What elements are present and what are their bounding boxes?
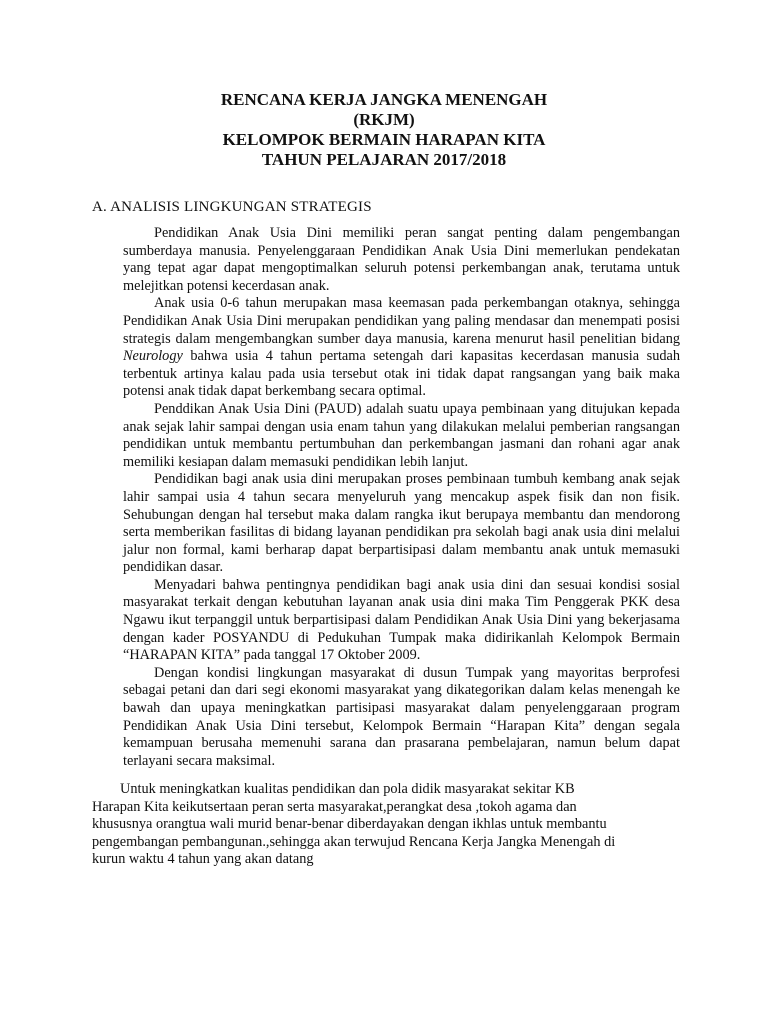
body-text <box>123 225 680 770</box>
paragraph: Penddikan Anak Usia Dini (PAUD) adalah suatu upaya pembinaan yang ditujukan kepada anak sejak lahir sampai dengan usia enam tahun yang dilakukan melalui pemberian rangsangan pendidikan untuk membantu pertumbuhan dan perkembangan jasmani dan rohani agar anak memiliki kesiapan dalam memasuki pendidikan lebih lanjut. <box>123 400 680 470</box>
paragraph-text: Anak usia 0-6 tahun merupakan masa keemasan pada perkembangan otaknya, sehingga Pendidikan Anak Usia Dini merupakan pendidikan yang paling mendasar dan menempati posisi strategis dalam mengembangkan sumber daya manusia, karena menurut hasil penelitian bidang <box>123 295 680 347</box>
paragraph: Pendidikan bagi anak usia dini merupakan proses pembinaan tumbuh kembang anak sejak lahir sampai usia 4 tahun secara menyeluruh yang mencakup aspek fisik dan non fisik. Sehubungan dengan hal tersebut maka dalam rangka ikut berupaya membantu dan mendorong serta memberikan fasilitas di bidang layanan pendidikan pra sekolah bagi anak usia dini melalui jalur non formal, kami berharap dapat berpartisipasi dalam membantu anak untuk memasuki pendidikan dasar. <box>123 471 680 576</box>
document-title <box>0 90 768 170</box>
title-line: TAHUN PELAJARAN 2017/2018 <box>261 150 507 169</box>
closing-paragraph <box>92 781 677 869</box>
paragraph <box>123 295 680 401</box>
section-heading: A. ANALISIS LINGKUNGAN STRATEGIS <box>92 199 372 215</box>
paragraph: Menyadari bahwa pentingnya pendidikan bagi anak usia dini dan sesuai kondisi sosial masyarakat terkait dengan kebutuhan layanan anak usia dini maka Tim Penggerak PKK desa Ngawu ikut terpanggil untuk berpartisipasi dalam Pendidikan Anak Usia Dini yang bekerjasama dengan kader POSYANDU di Pedukuhan Tumpak maka didirikanlah Kelompok Bermain “HARAPAN KITA” pada tanggal 17 Oktober 2009. <box>123 576 680 664</box>
paragraph: Dengan kondisi lingkungan masyarakat di dusun Tumpak yang mayoritas berprofesi sebagai petani dan dari segi ekonomi masyarakat yang dikategorikan dalam kelas menengah ke bawah dan upaya meningkatkan partisipasi masyarakat dalam penyelenggaraan program Pendidikan Anak Usia Dini tersebut, Kelompok Bermain “Harapan Kita” dengan segala kemampuan berusaha memenuhi sarana dan prasarana pembelajaran, namun belum dapat terlayani secara maksimal. <box>123 664 680 769</box>
closing-line: Harapan Kita keikutsertaan peran serta masyarakat,perangkat desa ,tokoh agama dan <box>92 798 577 815</box>
closing-line: khususnya orangtua wali murid benar-benar diberdayakan dengan ikhlas untuk membantu <box>92 816 607 833</box>
closing-line: pengembangan pembangunan.,sehingga akan terwujud Rencana Kerja Jangka Menengah di <box>92 833 616 850</box>
title-line: RENCANA KERJA JANGKA MENENGAH <box>220 90 548 109</box>
closing-line: Untuk meningkatkan kualitas pendidikan dan pola didik masyarakat sekitar KB <box>120 781 575 797</box>
title-line: (RKJM) <box>353 110 415 129</box>
closing-line: kurun waktu 4 tahun yang akan datang <box>92 851 314 868</box>
title-line: KELOMPOK BERMAIN HARAPAN KITA <box>222 130 546 149</box>
italic-term: Neurology <box>123 348 183 365</box>
paragraph: Pendidikan Anak Usia Dini memiliki peran sangat penting dalam pengembangan sumberdaya manusia. Penyelenggaraan Pendidikan Anak Usia Dini memerlukan pendekatan yang tepat agar dapat mengoptimalkan seluruh potensi perkembangan anak, terutama untuk melejitkan potensi kecerdasan anak. <box>123 225 680 294</box>
paragraph-text: bahwa usia 4 tahun pertama setengah dari kapasitas kecerdasan manusia sudah terbentuk artinya kalau pada usia tersebut otak ini tidak dapat rangsangan yang baik maka potensi anak tidak dapat berkembang secara optimal. <box>123 348 680 400</box>
